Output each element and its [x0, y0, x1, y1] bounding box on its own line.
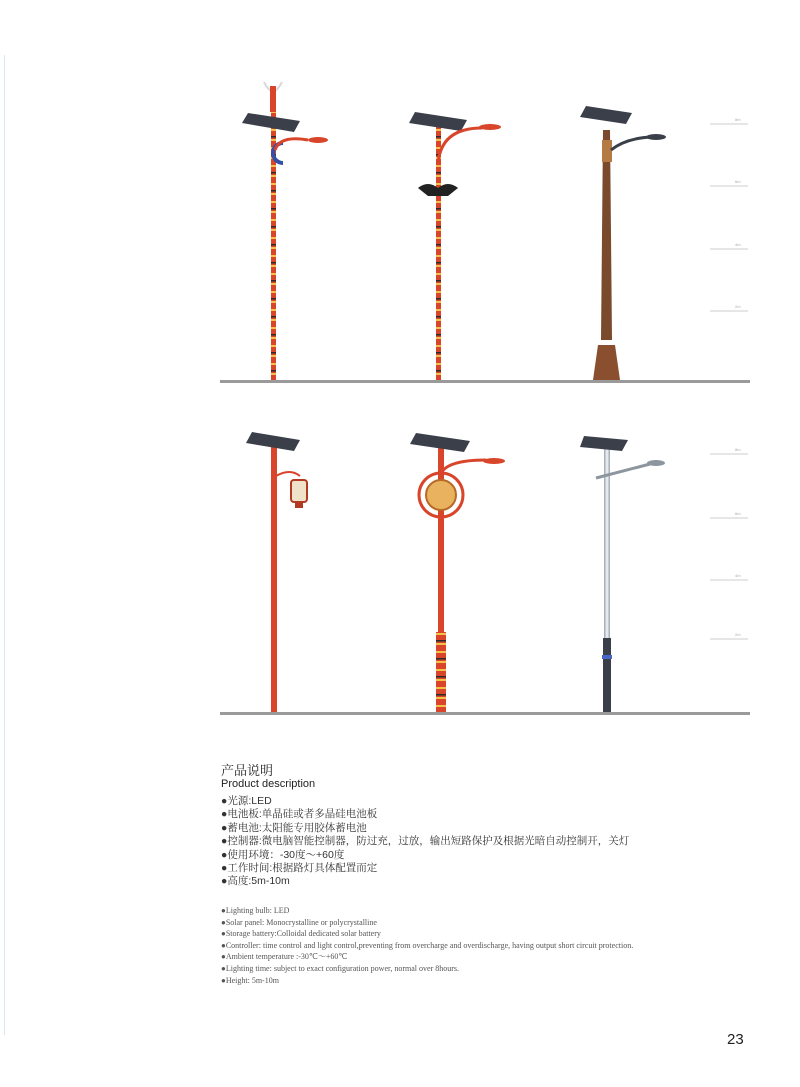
description-title-cn: 产品说明 [221, 763, 274, 778]
ground-line-bottom [220, 712, 750, 715]
spec-cn-item: ●控制器:微电脑智能控制器，防过充，过放，输出短路保护及根据光暗自动控制开，关灯 [221, 835, 630, 848]
spec-en-item: ●Controller: time control and light control,preventing from overcharge and overdischarge, having output short circuit protection. [221, 940, 634, 950]
spec-list-en [221, 905, 633, 986]
scale-label-top-3: 4m [735, 242, 741, 247]
scale-label-bottom-3: 4m [735, 573, 741, 578]
spec-en-item: ●Storage battery:Colloidal dedicated solar battery [221, 929, 381, 939]
spec-cn-item: ●使用环境：-30度～+60度 [221, 848, 345, 861]
spec-cn-item: ●电池板:单晶硅或者多晶硅电池板 [221, 808, 378, 821]
lamp-2-double-arm [409, 112, 501, 380]
spec-cn-item: ●蓄电池:太阳能专用胶体蓄电池 [221, 821, 367, 834]
description-title-en: Product description [221, 778, 316, 790]
page-number: 23 [727, 1031, 744, 1048]
scale-label-top-4: 2m [735, 304, 741, 309]
spec-list-cn [221, 795, 629, 889]
lamp-3-bronze [580, 106, 666, 380]
spec-en-item: ●Ambient temperature :-30℃～+60℃ [221, 952, 348, 962]
lamp-5-medallion [410, 433, 505, 712]
lamp-4-lantern [246, 432, 307, 712]
spec-cn-item: ●光源:LED [221, 795, 272, 807]
ground-line-top [220, 380, 750, 383]
lamp-1-moon-top [242, 82, 328, 380]
scale-label-bottom-4: 2m [735, 632, 741, 637]
spec-en-item: ●Height: 5m-10m [221, 975, 279, 985]
lamp-6-silver [580, 436, 665, 712]
scale-label-bottom-2: 6m [735, 511, 741, 516]
scale-label-top-2: 6m [735, 179, 741, 184]
spec-cn-item: ●高度:5m-10m [221, 875, 290, 888]
spec-en-item: ●Solar panel: Monocrystalline or polycrystalline [221, 917, 377, 927]
scale-label-bottom-1: 8m [735, 447, 741, 452]
scale-guide-bottom [710, 447, 748, 639]
scale-label-top-1: 8m [735, 117, 741, 122]
spec-cn-item: ●工作时间:根据路灯具体配置而定 [221, 862, 378, 875]
spec-en-item: ●Lighting time: subject to exact configuration power, normal over 8hours. [221, 963, 460, 973]
spec-en-item: ●Lighting bulb: LED [221, 906, 290, 915]
scale-guide-top [710, 117, 748, 311]
